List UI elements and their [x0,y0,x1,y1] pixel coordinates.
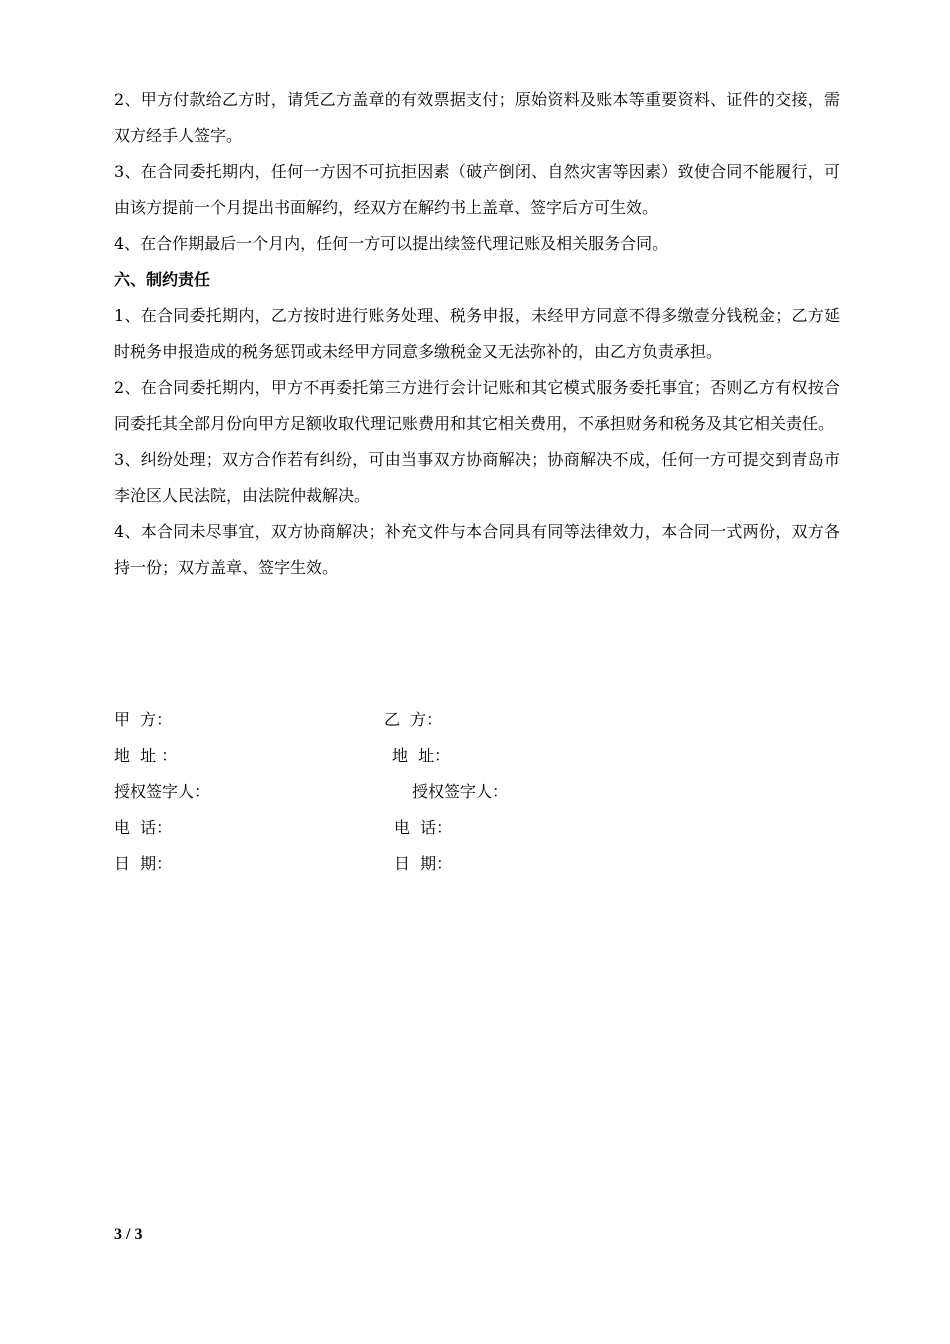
phone-b-label: 电 话： [394,818,453,837]
party-b-label: 乙 方： [384,710,443,729]
signer-b-label: 授权签字人： [412,782,509,801]
phone-a-label: 电 话： [114,818,173,837]
date-b-label: 日 期： [394,854,453,873]
clause-paragraph: 3、纠纷处理；双方合作若有纠纷，可由当事双方协商解决；协商解决不成，任何一方可提交到青岛市李沧区人民法院，由法院仲裁解决。 [114,450,840,505]
address-b-label: 地 址： [392,746,451,765]
address-a-label: 地 址 ： [114,746,178,765]
clause-paragraph: 2、在合同委托期内，甲方不再委托第三方进行会计记账和其它模式服务委托事宜；否则乙方有权按合同委托其全部月份向甲方足额收取代理记账费用和其它相关费用，不承担财务和税务及其它相关责任。 [114,378,840,433]
clause-paragraph: 4、在合作期最后一个月内，任何一方可以提出续签代理记账及相关服务合同。 [114,234,669,253]
date-a-label: 日 期： [114,854,173,873]
signature-row-signer [114,774,840,810]
signer-a-label: 授权签字人： [114,782,211,801]
clause-paragraph: 1、在合同委托期内，乙方按时进行账务处理、税务申报，未经甲方同意不得多缴壹分钱税金；乙方延时税务申报造成的税务惩罚或未经甲方同意多缴税金又无法弥补的，由乙方负责承担。 [114,306,840,361]
signature-block [114,702,840,882]
signature-row-phone [114,810,840,846]
party-a-label: 甲 方： [114,710,173,729]
contract-body [114,82,840,586]
signature-row-date [114,846,840,882]
clause-paragraph: 4、本合同未尽事宜，双方协商解决；补充文件与本合同具有同等法律效力，本合同一式两份，双方各持一份；双方盖章、签字生效。 [114,522,840,577]
page-number: 3 / 3 [114,1226,143,1243]
clause-paragraph: 3、在合同委托期内，任何一方因不可抗拒因素（破产倒闭、自然灾害等因素）致使合同不能履行，可由该方提前一个月提出书面解约，经双方在解约书上盖章、签字后方可生效。 [114,162,840,217]
signature-row-address [114,738,840,774]
signature-row-party [114,702,840,738]
clause-paragraph: 2、甲方付款给乙方时，请凭乙方盖章的有效票据支付；原始资料及账本等重要资料、证件的交接，需双方经手人签字。 [114,90,840,145]
section-heading: 六、制约责任 [114,270,211,289]
